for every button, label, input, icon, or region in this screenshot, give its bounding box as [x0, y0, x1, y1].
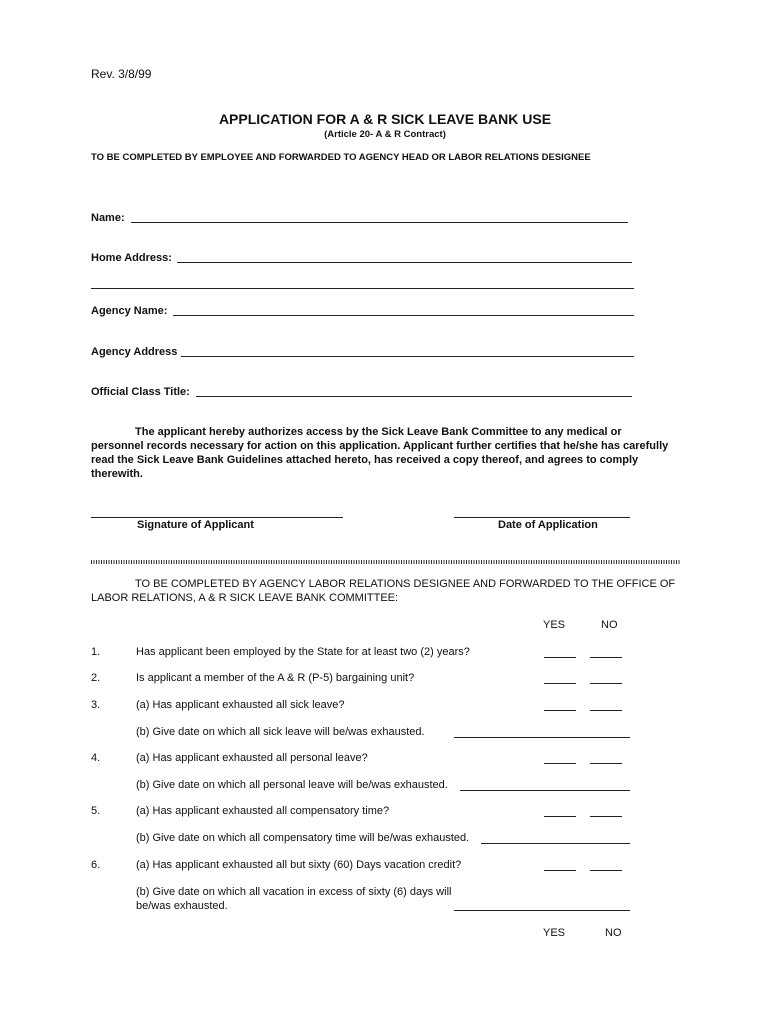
question-text: (a) Has applicant exhausted all compensatory time? [136, 805, 390, 817]
question-subtext: (b) Give date on which all sick leave will be/was exhausted. [136, 726, 425, 738]
q5b-date-field[interactable] [481, 843, 630, 844]
agency-name-field[interactable] [173, 315, 634, 316]
q1-no-field[interactable] [590, 657, 622, 658]
signature-label: Signature of Applicant [137, 519, 254, 531]
yes-column-header: YES [543, 619, 566, 631]
authorization-text: The applicant hereby authorizes access by the Sick Leave Bank Committee to any medical or personnel records necessary for action on this application. Applicant further certifies that he/she has carefully read the Sick Leave Bank Guidelines attached hereto, has received a copy thereof, and agrees to comply therewith. [91, 426, 669, 480]
q1-yes-field[interactable] [544, 657, 576, 658]
agency-address-field[interactable] [181, 356, 634, 357]
question-text: (a) Has applicant exhausted all sick leave? [136, 699, 345, 711]
yes-column-footer: YES [543, 927, 566, 939]
q6a-no-field[interactable] [590, 870, 622, 871]
question-number: 3. [91, 699, 101, 711]
q3b-date-field[interactable] [454, 737, 630, 738]
home-address-line2-field[interactable] [91, 288, 634, 289]
q5a-yes-field[interactable] [544, 816, 576, 817]
signature-field[interactable] [91, 517, 343, 518]
q4a-yes-field[interactable] [544, 763, 576, 764]
agency-address-label: Agency Address [91, 346, 178, 358]
page-subtitle: (Article 20- A & R Contract) [324, 129, 446, 140]
q3a-no-field[interactable] [590, 710, 622, 711]
q2-no-field[interactable] [590, 683, 622, 684]
q4b-date-field[interactable] [460, 790, 630, 791]
question-text: Is applicant a member of the A & R (P-5) bargaining unit? [136, 672, 415, 684]
question-subtext: (b) Give date on which all compensatory time will be/was exhausted. [136, 832, 470, 844]
question-number: 4. [91, 752, 101, 764]
question-subtext: (b) Give date on which all personal leave will be/was exhausted. [136, 779, 448, 791]
q3a-yes-field[interactable] [544, 710, 576, 711]
date-of-application-label: Date of Application [498, 519, 598, 531]
question-number: 6. [91, 859, 101, 871]
official-class-title-label: Official Class Title: [91, 386, 190, 398]
no-column-header: NO [601, 619, 618, 631]
question-subtext: (b) Give date on which all vacation in excess of sixty (6) days will be/was exhausted. [136, 886, 452, 912]
question-number: 5. [91, 805, 101, 817]
date-of-application-field[interactable] [454, 517, 630, 518]
q5a-no-field[interactable] [590, 816, 622, 817]
q4a-no-field[interactable] [590, 763, 622, 764]
question-text: Has applicant been employed by the State for at least two (2) years? [136, 646, 470, 658]
page-title: APPLICATION FOR A & R SICK LEAVE BANK USE [218, 111, 552, 127]
section-divider [91, 560, 680, 564]
no-column-footer: NO [605, 927, 622, 939]
employee-instruction: TO BE COMPLETED BY EMPLOYEE AND FORWARDED TO AGENCY HEAD OR LABOR RELATIONS DESIGNEE [91, 152, 591, 163]
designee-instruction-text: TO BE COMPLETED BY AGENCY LABOR RELATIONS DESIGNEE AND FORWARDED TO THE OFFICE OF LABOR RELATIONS, A & R SICK LEAVE BANK COMMITTEE: [91, 578, 676, 604]
question-number: 1. [91, 646, 101, 658]
official-class-title-field[interactable] [196, 396, 632, 397]
q6b-date-field[interactable] [454, 910, 630, 911]
q2-yes-field[interactable] [544, 683, 576, 684]
question-text: (a) Has applicant exhausted all but sixty (60) Days vacation credit? [136, 859, 462, 871]
home-address-field[interactable] [177, 262, 632, 263]
designee-instruction [91, 577, 691, 605]
agency-name-label: Agency Name: [91, 305, 168, 317]
q6a-yes-field[interactable] [544, 870, 576, 871]
revision-date: Rev. 3/8/99 [91, 67, 152, 81]
name-field[interactable] [131, 222, 628, 223]
home-address-label: Home Address: [91, 252, 172, 264]
name-label: Name: [91, 212, 125, 224]
question-number: 2. [91, 672, 101, 684]
question-text: (a) Has applicant exhausted all personal leave? [136, 752, 368, 764]
authorization-statement [91, 425, 676, 481]
